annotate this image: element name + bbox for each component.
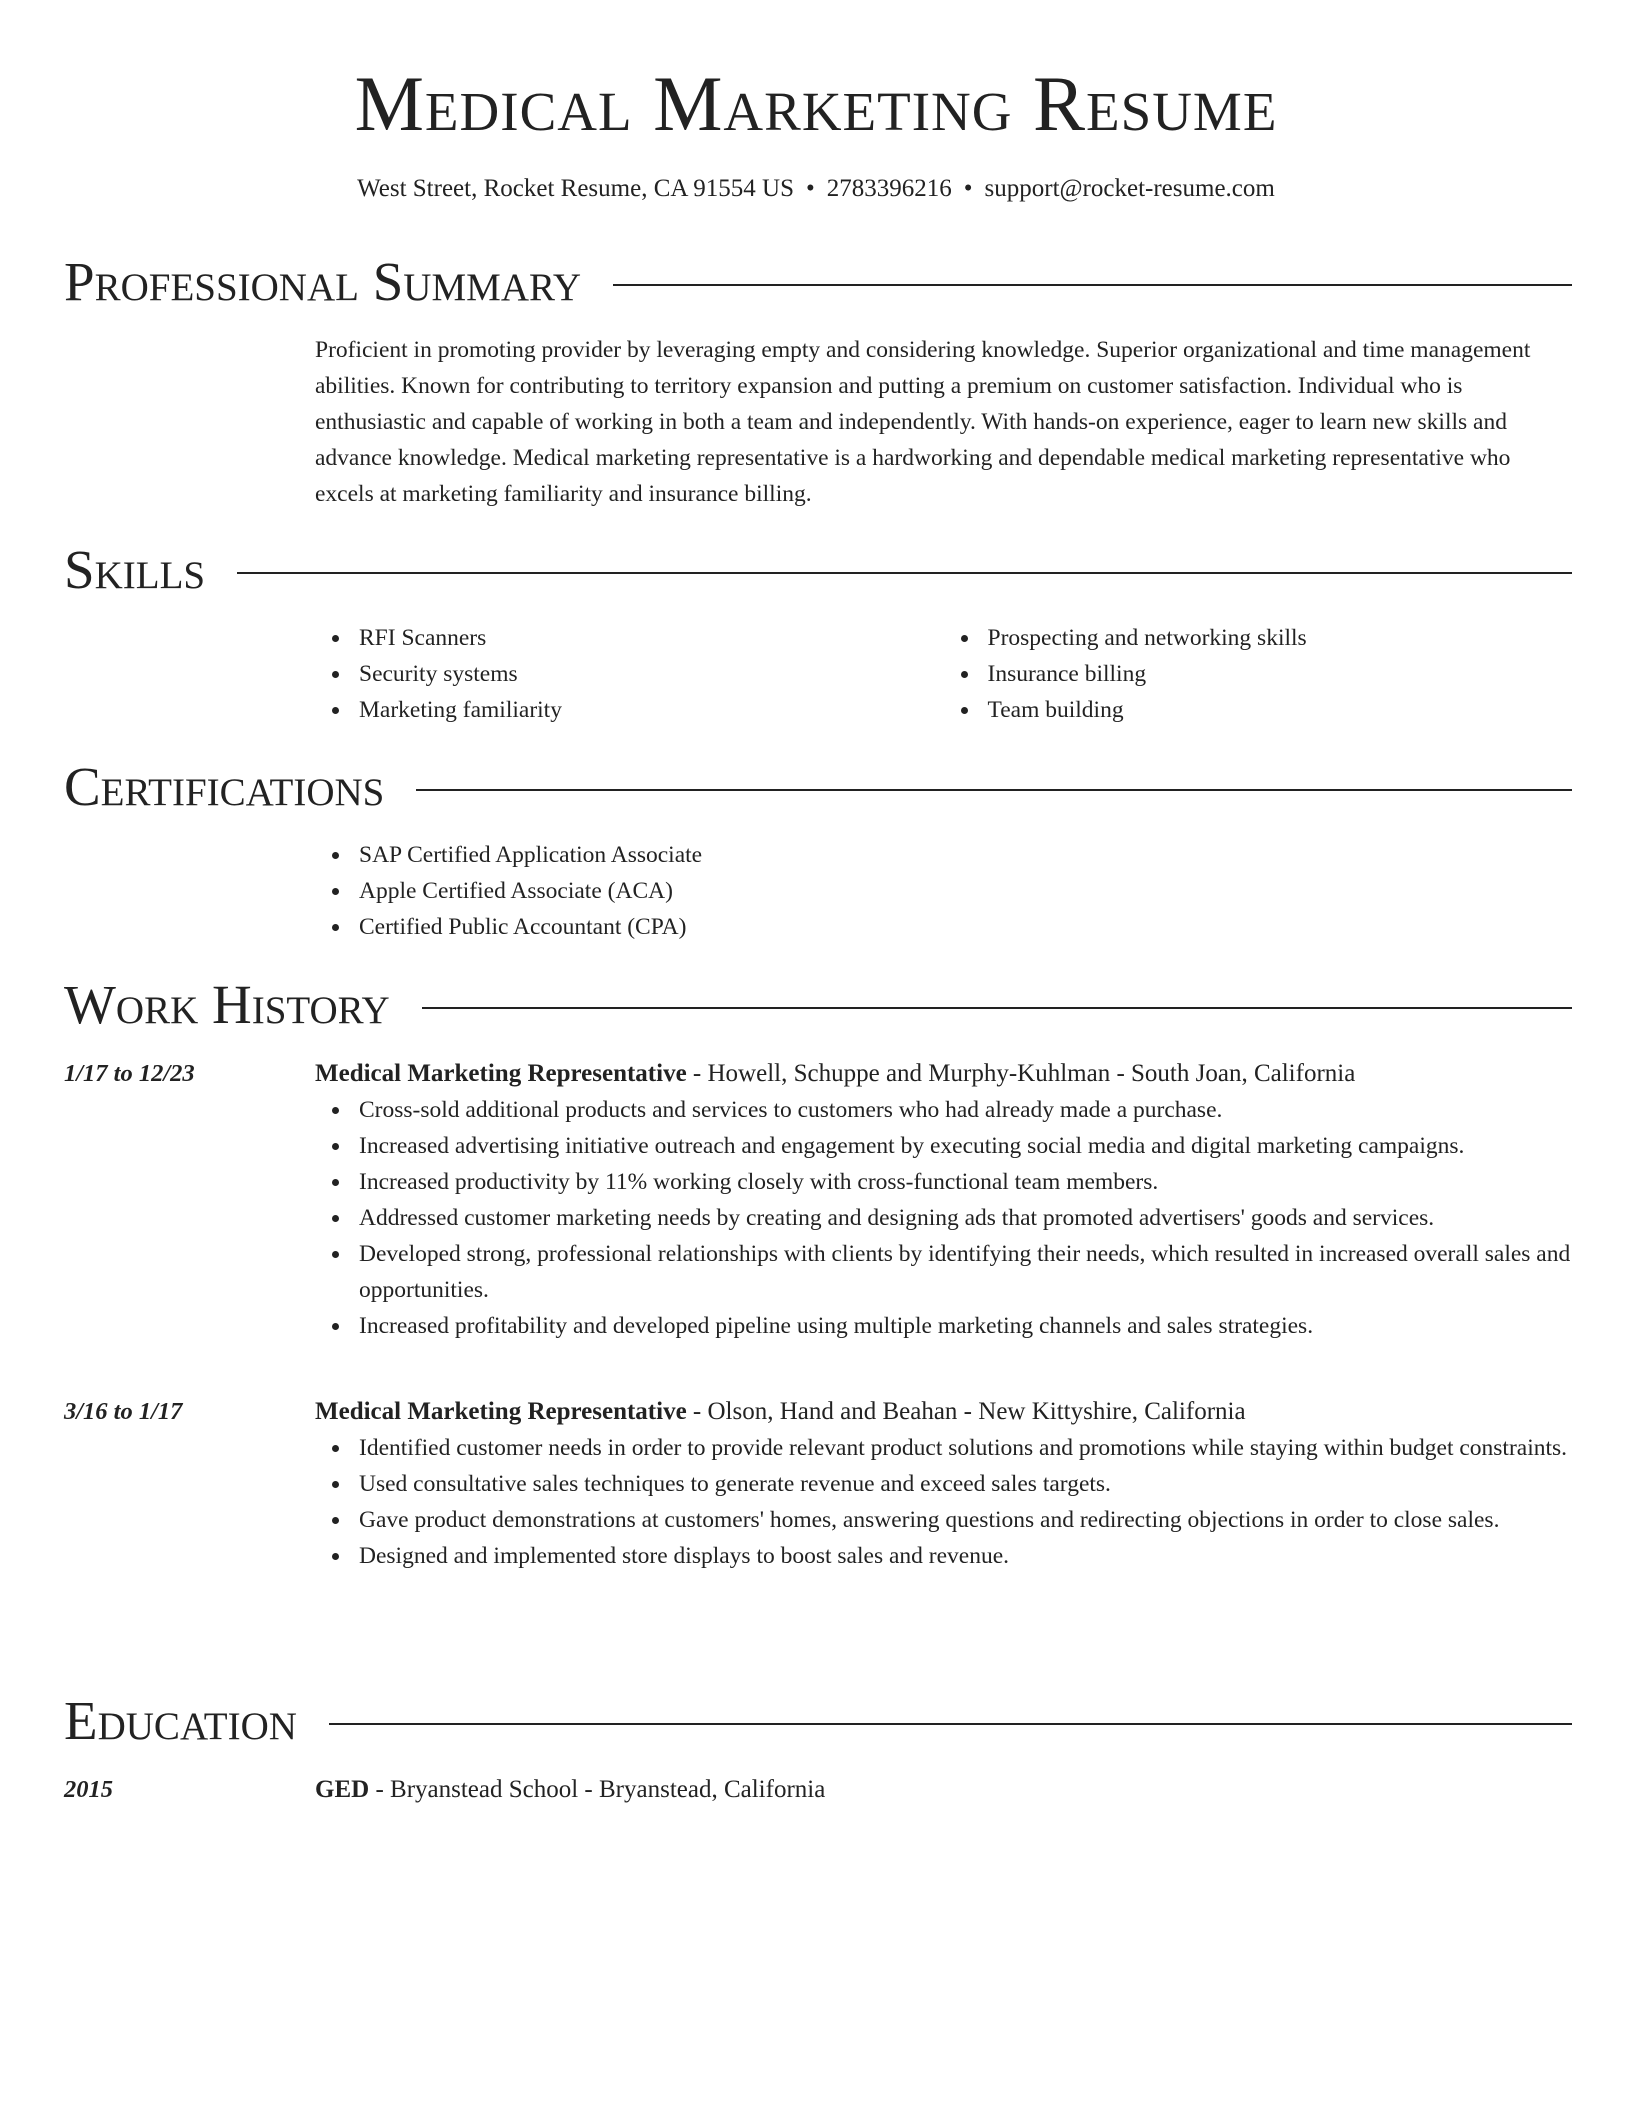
job-header: [315, 1394, 1572, 1430]
summary-section-header: [64, 250, 1572, 314]
skills-columns: [315, 620, 1572, 728]
skills-heading: Skills: [64, 539, 206, 600]
certifications-heading: Certifications: [64, 756, 385, 817]
contact-address: West Street, Rocket Resume, CA 91554 US: [357, 175, 794, 202]
section-divider: [416, 789, 1572, 791]
job-title: Medical Marketing Representative: [315, 1060, 687, 1087]
education-section-header: [64, 1689, 1572, 1753]
contact-separator: •: [963, 175, 973, 202]
skills-list-right: [944, 620, 1573, 728]
summary-block: [315, 332, 1572, 512]
job-bullet: Identified customer needs in order to provide relevant product solutions and promotions while staying within budget constraints.: [359, 1430, 1572, 1466]
job-employer: - Olson, Hand and Beahan - New Kittyshire, California: [686, 1398, 1246, 1425]
skill-item: Marketing familiarity: [359, 692, 944, 728]
job-bullet: Designed and implemented store displays to boost sales and revenue.: [359, 1538, 1572, 1574]
education-line: [315, 1772, 1572, 1808]
job-bullets: [315, 1092, 1572, 1344]
job-header: [315, 1056, 1572, 1092]
section-divider: [613, 284, 1572, 286]
skills-block: [315, 620, 1572, 728]
education-degree: GED: [315, 1776, 370, 1803]
summary-heading: Professional Summary: [64, 251, 582, 312]
job-bullet: Developed strong, professional relationships with clients by identifying their needs, which resulted in increased overall sales and opportunities.: [359, 1236, 1572, 1308]
certification-item: Apple Certified Associate (ACA): [359, 873, 1572, 909]
resume-name: Medical Marketing Resume: [354, 60, 1278, 147]
certification-item: SAP Certified Application Associate: [359, 837, 1572, 873]
job-bullet: Increased productivity by 11% working closely with cross-functional team members.: [359, 1164, 1572, 1200]
job-bullet: Addressed customer marketing needs by creating and designing ads that promoted advertisers' goods and services.: [359, 1200, 1572, 1236]
skill-item: Insurance billing: [988, 656, 1573, 692]
work-heading: Work History: [64, 974, 390, 1035]
skill-item: Team building: [988, 692, 1573, 728]
job-entry: [315, 1056, 1572, 1344]
education-heading: Education: [64, 1690, 297, 1751]
job-employer: - Howell, Schuppe and Murphy-Kuhlman - South Joan, California: [686, 1060, 1356, 1087]
skill-item: Prospecting and networking skills: [988, 620, 1573, 656]
certifications-block: [315, 837, 1572, 945]
job-bullet: Increased advertising initiative outreach and engagement by executing social media and digital marketing campaigns.: [359, 1128, 1572, 1164]
job-dates: 3/16 to 1/17: [64, 1398, 183, 1425]
contact-line: [0, 172, 1632, 206]
section-divider: [422, 1007, 1572, 1009]
certification-item: Certified Public Accountant (CPA): [359, 909, 1572, 945]
job-bullet: Cross-sold additional products and services to customers who had already made a purchase.: [359, 1092, 1572, 1128]
contact-email: support@rocket-resume.com: [984, 175, 1275, 202]
skill-item: RFI Scanners: [359, 620, 944, 656]
skills-list-left: [315, 620, 944, 728]
section-divider: [237, 572, 1572, 574]
job-bullet: Gave product demonstrations at customers' homes, answering questions and redirecting objections in order to close sales.: [359, 1502, 1572, 1538]
job-title: Medical Marketing Representative: [315, 1398, 687, 1425]
certifications-section-header: [64, 755, 1572, 819]
work-section-header: [64, 973, 1572, 1037]
job-entry: [315, 1394, 1572, 1574]
education-entry: [315, 1772, 1572, 1808]
skills-section-header: [64, 538, 1572, 602]
job-dates: 1/17 to 12/23: [64, 1060, 195, 1087]
skill-item: Security systems: [359, 656, 944, 692]
job-bullets: [315, 1430, 1572, 1574]
contact-separator: •: [806, 175, 815, 202]
job-bullet: Used consultative sales techniques to generate revenue and exceed sales targets.: [359, 1466, 1572, 1502]
summary-text: Proficient in promoting provider by leveraging empty and considering knowledge. Superior organizational and time management abilities. Known for contributing to territory expansion and putting a premium on customer satisfaction. Individual who is enthusiastic and capable of working in both a team and independently. With hands-on experience, eager to learn new skills and advance knowledge. Medical marketing representative is a hardworking and dependable medical marketing representative who excels at marketing familiarity and insurance billing.: [315, 337, 1531, 507]
job-bullet: Increased profitability and developed pipeline using multiple marketing channels and sales strategies.: [359, 1308, 1572, 1344]
education-year: 2015: [64, 1776, 113, 1803]
education-school: - Bryanstead School - Bryanstead, California: [369, 1776, 826, 1803]
contact-phone: 2783396216: [826, 175, 952, 202]
certifications-list: [315, 837, 1572, 945]
section-divider: [329, 1723, 1572, 1725]
